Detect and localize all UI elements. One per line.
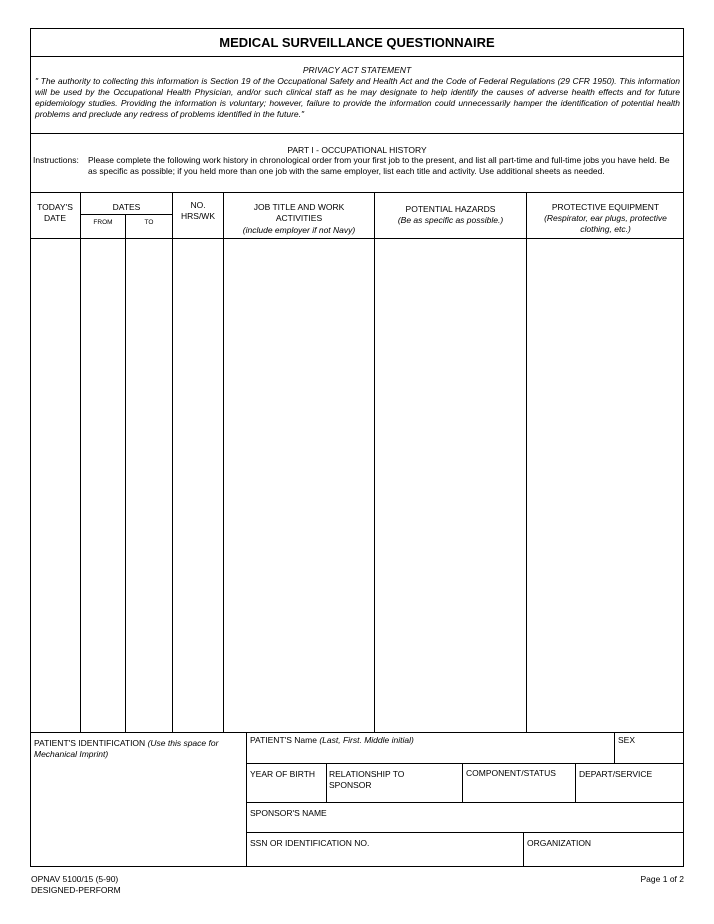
- form-number: OPNAV 5100/15 (5-90): [31, 874, 119, 884]
- designed-label: DESIGNED-PERFORM: [31, 885, 121, 895]
- part-heading: PART I - OCCUPATIONAL HISTORY: [287, 145, 427, 155]
- depart-service-field[interactable]: DEPART/SERVICE: [579, 769, 653, 779]
- header-to: TO: [144, 219, 154, 226]
- header-dates: DATES: [112, 202, 141, 212]
- to-column[interactable]: [126, 239, 172, 731]
- instructions-text: Please complete the following work history in chronological order from your first job to the present, and list all part-time and full-time jobs you have held. Be as specific as possible; if you held more than one job with the same employer, list each title and activity. Use additional sheets as needed.: [88, 155, 670, 176]
- patient-name-note: (Last, First. Middle initial): [319, 735, 414, 745]
- instructions-label: Instructions:: [33, 155, 79, 165]
- hrs-column[interactable]: [173, 239, 223, 731]
- hazards-column[interactable]: [375, 239, 526, 731]
- column-line: [614, 732, 615, 763]
- protective-column[interactable]: [527, 239, 683, 731]
- column-line: [575, 763, 576, 802]
- patient-id-label: PATIENT'S IDENTIFICATION: [34, 738, 146, 748]
- from-column[interactable]: [81, 239, 125, 731]
- privacy-heading: PRIVACY ACT STATEMENT: [302, 65, 412, 75]
- component-status-field[interactable]: COMPONENT/STATUS: [466, 768, 556, 778]
- header-from: FROM: [93, 219, 113, 226]
- patient-name-field[interactable]: [250, 735, 610, 746]
- divider: [246, 763, 684, 764]
- ssn-field[interactable]: SSN OR IDENTIFICATION NO.: [250, 838, 370, 848]
- header-todays-date: TODAY'S DATE: [37, 202, 73, 223]
- column-line: [462, 763, 463, 802]
- divider: [246, 802, 684, 803]
- sponsor-name-field[interactable]: SPONSOR'S NAME: [250, 808, 327, 818]
- header-hazards: POTENTIAL HAZARDS: [405, 204, 496, 214]
- job-title-column[interactable]: [224, 239, 374, 731]
- header-protective: PROTECTIVE EQUIPMENT: [551, 202, 660, 212]
- header-hrs: NO. HRS/WK: [181, 200, 215, 221]
- patient-id-area[interactable]: [34, 738, 244, 760]
- sex-field[interactable]: SEX: [618, 735, 636, 745]
- divider: [80, 214, 172, 215]
- privacy-text: " The authority to collecting this information is Section 19 of the Occupational Safety and Health Act and the Code of Federal Regulations (29 CFR 1950). This information will be used by the Occupational Health Physician, and/or such clinical staff as he may designate to help identify the causes of adverse health effects and for future epidemiology studies. Providing the information is voluntary; however, failure to provide the information could unnecessarily hamper the identification of potential health problems and preclude any redress of problems identified in the future.": [35, 76, 680, 119]
- divider: [30, 133, 684, 134]
- form-title: MEDICAL SURVEILLANCE QUESTIONNAIRE: [219, 35, 495, 50]
- organization-field[interactable]: ORGANIZATION: [527, 838, 592, 848]
- todays-date-column[interactable]: [31, 239, 80, 731]
- header-job-note: (include employer if not Navy): [242, 225, 356, 235]
- page-number: Page 1 of 2: [640, 874, 684, 884]
- column-line: [523, 832, 524, 867]
- divider: [30, 732, 684, 733]
- relationship-field[interactable]: RELATIONSHIP TO SPONSOR: [329, 769, 405, 790]
- divider: [30, 56, 684, 57]
- patient-id-note: (Use this space for Mechanical Imprint): [34, 738, 219, 759]
- header-hazards-note: (Be as specific as possible.): [397, 215, 504, 225]
- column-line: [326, 763, 327, 802]
- divider: [30, 192, 684, 193]
- divider: [246, 832, 684, 833]
- patient-name-label: PATIENT'S Name: [250, 735, 317, 745]
- year-of-birth-field[interactable]: YEAR OF BIRTH: [250, 769, 316, 779]
- column-line: [246, 732, 247, 867]
- header-protective-note: (Respirator, ear plugs, protective clothing, etc.): [544, 213, 667, 234]
- header-job-title: JOB TITLE AND WORK ACTIVITIES: [253, 202, 345, 223]
